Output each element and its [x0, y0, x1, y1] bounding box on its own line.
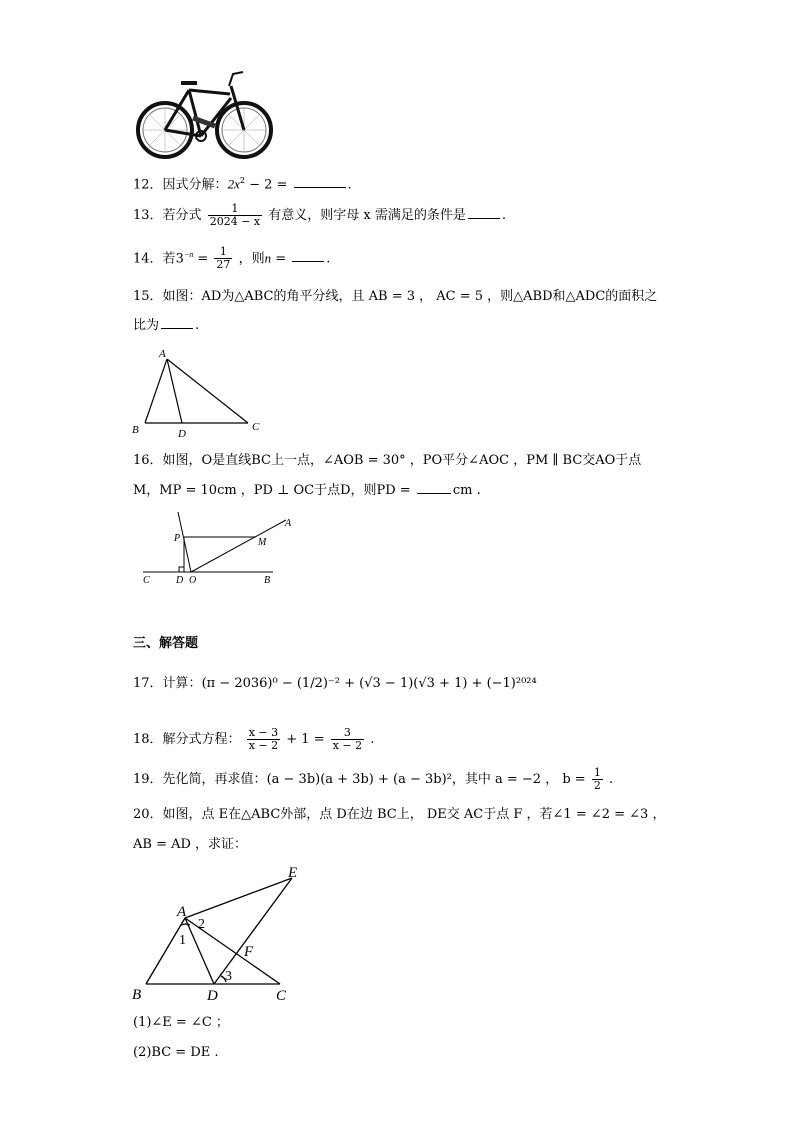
label-C: C — [276, 988, 287, 1004]
angle-bisector-figure — [138, 508, 293, 588]
label-C: C — [143, 575, 150, 586]
question-20-part1: (1)∠E = ∠C ； — [133, 1015, 229, 1030]
fraction: $\frac{1}{2}$ — [593, 766, 601, 792]
triangle-proof-figure — [128, 862, 308, 1004]
question-15-line2: 比为 . — [133, 318, 200, 333]
question-16-line2: M，MP = 10cm ，PD ⊥ OC于点D，则PD = cm . — [133, 483, 481, 498]
label-D: D — [178, 428, 186, 440]
label-M: M — [258, 537, 267, 548]
question-12: 12．因式分解：$2x^2 - 2$ = . — [133, 176, 352, 193]
question-14: 14．若$3^{-n}$ = $\frac{1}{27}$ ，则n = . — [133, 245, 331, 272]
label-D: D — [176, 575, 184, 586]
question-20-line1: 20．如图，点 E在△ABC外部，点 D在边 BC上， DE交 AC于点 F ，若∠1 = ∠2 = ∠3 ， — [133, 807, 666, 822]
section-heading: 三、解答题 — [133, 636, 199, 651]
question-17: 17．计算：(π − 2036)⁰ − (1/2)⁻² + (√3 − 1)(√3 + 1) + (−1)²⁰²⁴ — [133, 676, 537, 691]
answer-blank — [294, 186, 346, 188]
label-C: C — [252, 421, 260, 433]
question-20-part2: (2)BC = DE . — [133, 1045, 219, 1060]
label-B: B — [264, 575, 271, 586]
fraction: $\frac{3}{x - 2}$ — [332, 726, 363, 752]
question-19: 19．先化简，再求值：(a − 3b)(a + 3b) + (a − 3b)²，其中 a = −2 ， b = $\frac{1}{2}$ . — [133, 766, 614, 792]
question-13: 13．若分式 $\frac{1}{2024 - x}$ 有意义，则字母 x 需满足的条件是 . — [133, 202, 507, 228]
label-B: B — [132, 424, 139, 436]
fraction: $\frac{1}{2024 - x}$ — [209, 202, 261, 228]
label-A: A — [177, 904, 187, 920]
answer-blank — [417, 492, 451, 494]
label-E: E — [288, 865, 298, 881]
angle-1-label: 1 — [179, 933, 186, 948]
answer-blank — [468, 217, 500, 219]
fraction: $\frac{1}{27}$ — [216, 245, 231, 272]
label-P: P — [174, 533, 181, 544]
fraction: $\frac{x - 3}{x - 2}$ — [248, 726, 279, 752]
question-15-line1: 15．如图：AD为△ABC的角平分线，且 AB = 3 ， AC = 5 ，则△ABD和△ADC的面积之 — [133, 289, 658, 304]
answer-blank — [161, 327, 193, 329]
question-20-line2: AB = AD ，求证： — [133, 837, 248, 852]
angle-2-label: 2 — [198, 917, 205, 932]
bicycle-illustration — [133, 66, 278, 161]
label-D: D — [207, 988, 218, 1004]
label-A: A — [285, 518, 292, 529]
label-F: F — [244, 944, 254, 960]
label-A: A — [159, 348, 166, 360]
question-18: 18．解分式方程： $\frac{x - 3}{x - 2}$ + 1 = $\frac{3}{x - 2}$ . — [133, 726, 375, 752]
angle-3-label: 3 — [225, 969, 232, 984]
question-16-line1: 16．如图，O是直线BC上一点，∠AOB = 30° ，PO平分∠AOC ，PM ∥ BC交AO于点 — [133, 453, 642, 468]
label-O: O — [189, 575, 197, 586]
triangle-abc-figure — [130, 345, 270, 440]
label-B: B — [132, 987, 142, 1003]
answer-blank — [292, 260, 324, 262]
